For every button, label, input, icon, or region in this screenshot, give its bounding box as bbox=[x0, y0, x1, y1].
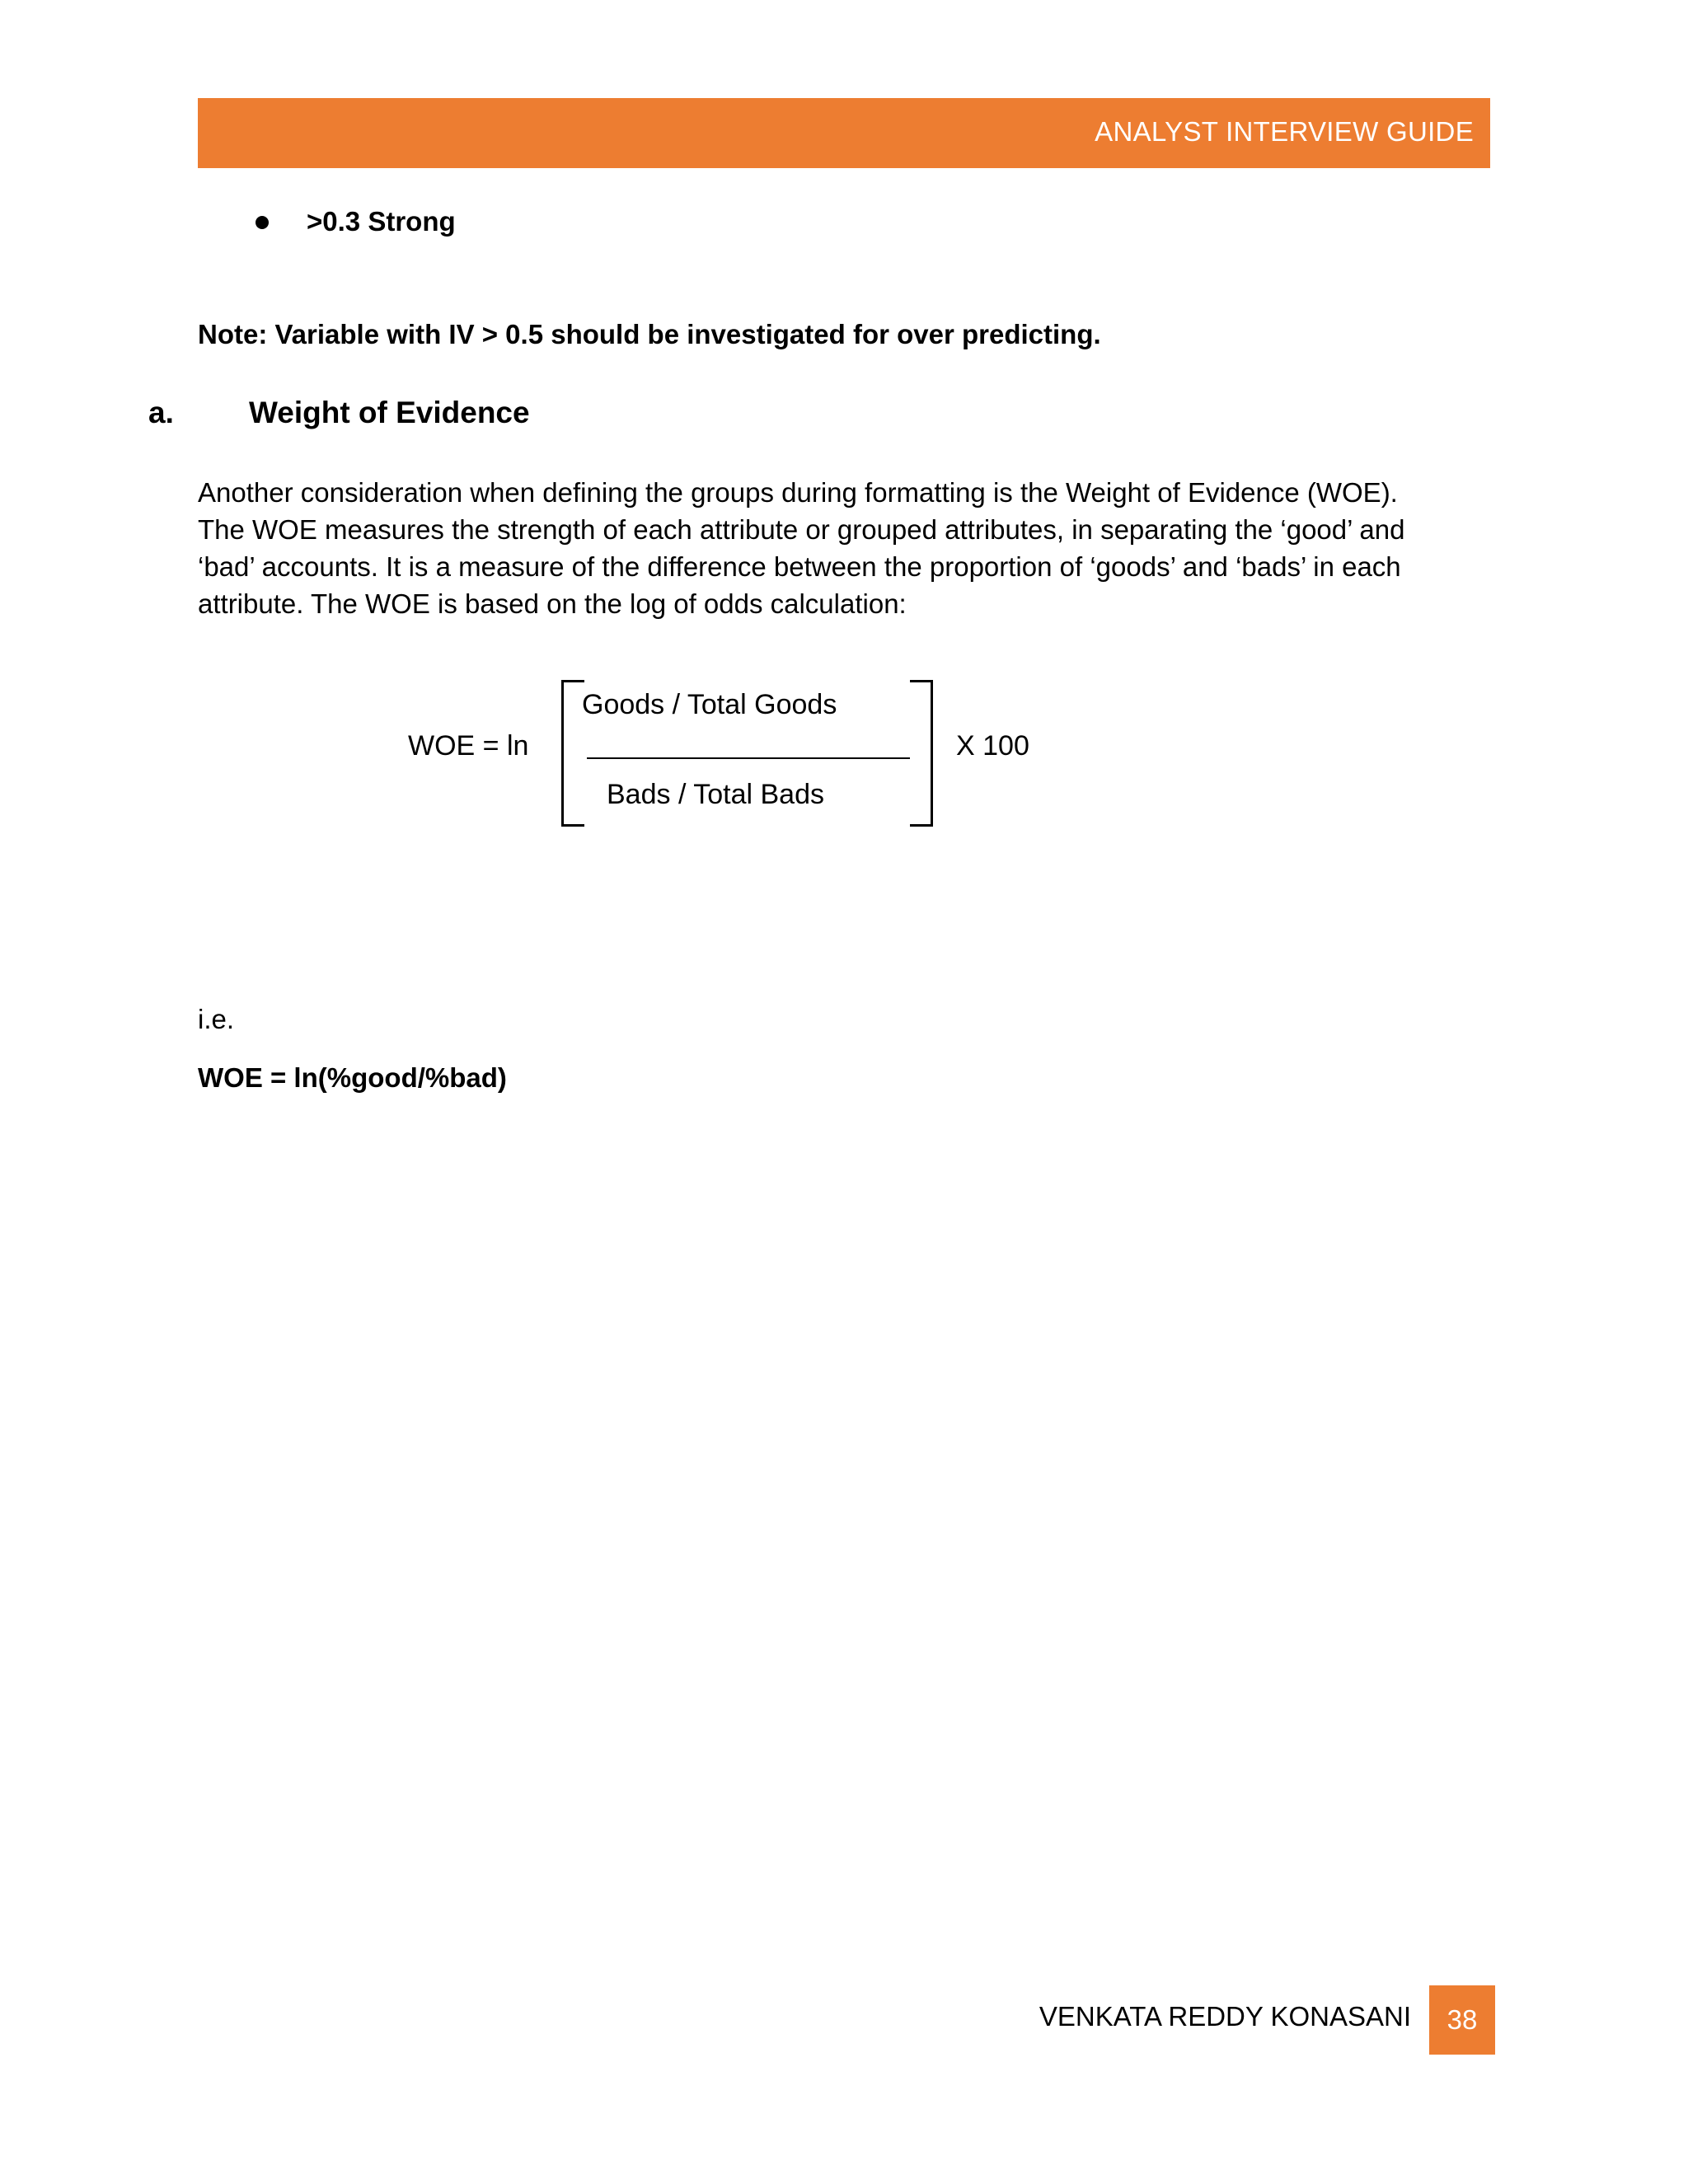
formula-denominator: Bads / Total Bads bbox=[607, 779, 824, 810]
bullet-item-strong: >0.3 Strong bbox=[307, 206, 456, 237]
page-number-badge bbox=[1429, 1985, 1495, 2055]
footer-author: VENKATA REDDY KONASANI bbox=[1039, 2001, 1411, 2032]
left-bracket bbox=[561, 680, 584, 827]
section-number: a. bbox=[148, 396, 174, 429]
section-title: Weight of Evidence bbox=[249, 396, 530, 429]
paragraph-line: The WOE measures the strength of each attribute or grouped attributes, in separating the ‘good’ and bbox=[198, 514, 1405, 545]
formula-multiplier: X 100 bbox=[956, 730, 1029, 762]
formula-numerator: Goods / Total Goods bbox=[582, 689, 837, 720]
bullet-icon bbox=[256, 216, 269, 229]
woe-paragraph bbox=[198, 474, 1500, 622]
page-number: 38 bbox=[1447, 2004, 1478, 2035]
right-bracket bbox=[910, 680, 933, 827]
paragraph-line: Another consideration when defining the groups during formatting is the Weight of Evidence (WOE). bbox=[198, 477, 1398, 508]
paragraph-line: ‘bad’ accounts. It is a measure of the difference between the proportion of ‘goods’ and ‘bads’ in each bbox=[198, 551, 1401, 582]
formula-lhs: WOE = ln bbox=[408, 730, 529, 762]
woe-simple-formula: WOE = ln(%good/%bad) bbox=[198, 1062, 507, 1093]
paragraph-line: attribute. The WOE is based on the log of odds calculation: bbox=[198, 588, 907, 619]
fraction-line bbox=[587, 757, 910, 759]
header-title: ANALYST INTERVIEW GUIDE bbox=[1095, 116, 1474, 147]
header-bar bbox=[198, 98, 1490, 168]
ie-label: i.e. bbox=[198, 1004, 235, 1034]
iv-note: Note: Variable with IV > 0.5 should be investigated for over predicting. bbox=[198, 319, 1101, 349]
